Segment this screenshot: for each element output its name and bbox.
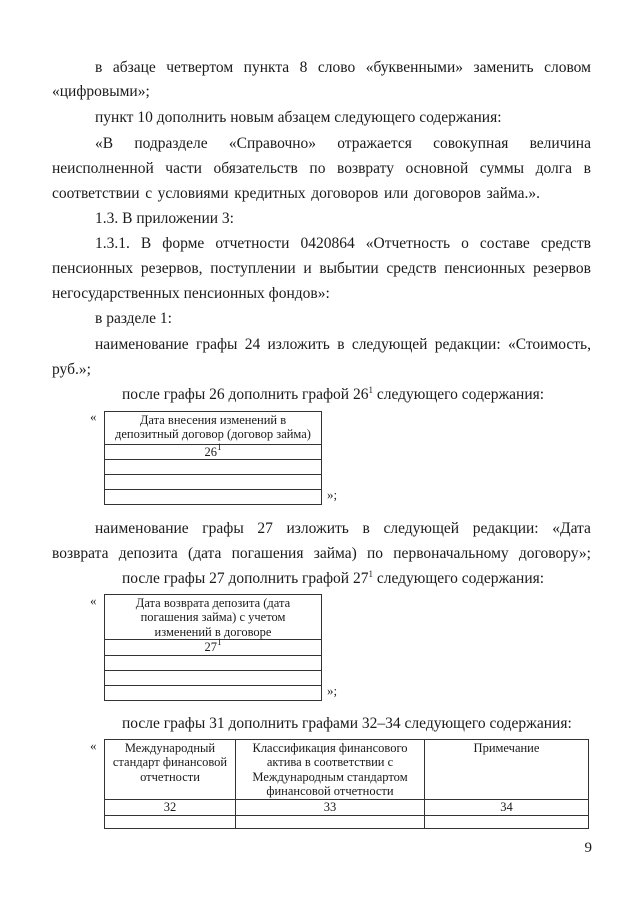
table3-column-number: 33: [236, 799, 425, 815]
table3-column-number: 34: [425, 799, 589, 815]
table-row: [105, 460, 322, 475]
p7-line-2: руб.»;: [52, 361, 91, 378]
p8-line-1: после графы 26 дополнить графой $26^1$ следующего содержания:: [122, 385, 545, 403]
table2-column-number: $27^1$: [105, 640, 322, 655]
p3-line-3: соответствии с условиями кредитных договоров или договоров займа.».: [52, 185, 540, 202]
p3-line-2: неисполненной части обязательств по возврату основной суммы долга в: [52, 160, 591, 177]
p4-line-1: 1.3. В приложении 3:: [95, 210, 234, 227]
table-row: [105, 475, 322, 490]
table-row: [105, 670, 322, 685]
p9-line-2: возврата депозита (дата погашения займа) по первоначальному договору»;: [52, 545, 591, 562]
p5-line-3: негосударственных пенсионных фондов»:: [52, 285, 330, 302]
table1-header: Дата внесения изменений в депозитный договор (договор займа): [105, 412, 322, 445]
table1: [104, 411, 322, 505]
table-row: [105, 655, 322, 670]
p1-line-1: в абзаце четвертом пункта 8 слово «буквенными» заменить словом: [95, 59, 591, 76]
p3-line-1: «В подразделе «Справочно» отражается совокупная величина: [95, 135, 591, 152]
table-row: [105, 815, 589, 828]
table3: [104, 739, 589, 829]
table3-open-quote: «: [90, 738, 97, 753]
table2: [104, 594, 322, 701]
p1-line-2: «цифровыми»;: [52, 83, 150, 100]
table-cell: [236, 815, 425, 828]
table2-close: »;: [327, 683, 338, 698]
table3-header-classification: Классификация финансового актива в соответствии с Международным стандартом финансовой отчетности: [236, 740, 425, 800]
p5-line-2: пенсионных резервов, поступлении и выбытии средств пенсионных резервов: [52, 260, 591, 277]
p7-line-1: наименование графы 24 изложить в следующей редакции: «Стоимость,: [95, 336, 591, 353]
table3-header-note: Примечание: [425, 740, 589, 800]
page-number: 9: [584, 840, 592, 856]
table-cell: [425, 815, 589, 828]
p11-line-1: после графы 31 дополнить графами 32–34 следующего содержания:: [122, 715, 572, 732]
table2-open-quote: «: [90, 593, 97, 608]
p9-line-1: наименование графы 27 изложить в следующей редакции: «Дата: [95, 520, 591, 537]
table3-header-ifrs: Международный стандарт финансовой отчетности: [105, 740, 236, 800]
table1-column-number: $26^1$: [105, 445, 322, 460]
table1-open-quote: «: [90, 409, 97, 424]
p2-line-1: пункт 10 дополнить новым абзацем следующего содержания:: [95, 109, 502, 126]
table2-header: Дата возврата депозита (дата погашения займа) с учетом изменений в договоре: [105, 595, 322, 640]
table1-close: »;: [327, 487, 338, 502]
table3-column-number: 32: [105, 799, 236, 815]
table-row: [105, 685, 322, 700]
table-row: [105, 490, 322, 505]
p10-line-1: после графы 27 дополнить графой $27^1$ следующего содержания:: [122, 569, 545, 587]
p5-line-1: 1.3.1. В форме отчетности 0420864 «Отчетность о составе средств: [95, 235, 591, 252]
p6-line-1: в разделе 1:: [95, 310, 172, 327]
table-cell: [105, 815, 236, 828]
